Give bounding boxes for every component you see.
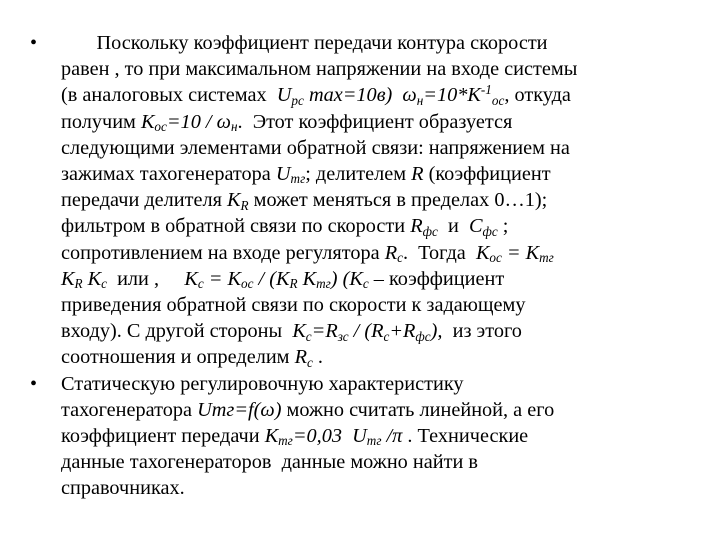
text-line: сопротивлением на входе регулятора $R_с$. Тогда $К_{ос} = К_{тг}$ [61, 241, 554, 265]
formula-text: =10*К [423, 84, 481, 107]
subscript-text: фс [415, 328, 431, 344]
subscript-text: с [197, 276, 204, 292]
subscript-text: н [416, 92, 424, 108]
text-line: данные тахогенераторов данные можно найти в [61, 451, 478, 474]
text-line: Поскольку коэффициент передачи контура скорости [61, 32, 548, 54]
subscript-text: ос [241, 276, 254, 292]
paragraph-text [61, 30, 695, 371]
text-line: коэффициент передачи $К_{тг}=0,03$ $U_{тг}$ /π . Технические [61, 425, 529, 449]
formula-text: R [410, 215, 423, 238]
formula-text: К [227, 189, 241, 212]
subscript-text: тг [290, 171, 306, 187]
text-line: следующими элементами обратной связи: напряжением на [61, 136, 570, 159]
subscript-text: н [230, 118, 238, 134]
text-line: равен , то при максимальном напряжении на входе системы [61, 58, 578, 81]
subscript-text: тг [278, 433, 293, 449]
formula-text: R [411, 163, 424, 186]
text-line: входу). С другой стороны $К_с=R_{зс} / (R_с+R_{фс})$, из этого [61, 320, 522, 344]
text-line: $К_R$ $К_с$ или , $К_с = К_{ос} / (К_R$ $К_{тг}$) ($К_с$ – коэффициент [61, 267, 505, 292]
bullet-item-tachogenerator [30, 371, 695, 502]
formula-text: = К [203, 267, 242, 290]
subscript-text: с [362, 276, 369, 292]
formula-text: К [264, 425, 279, 448]
subscript-text: R [289, 276, 298, 292]
formula-text: К [61, 267, 75, 290]
subscript-text: с [397, 249, 403, 265]
superscript-text: -1 [480, 82, 492, 98]
bullet-item-speed-loop [30, 30, 695, 371]
subscript-text: R [240, 197, 249, 213]
formula-text: К [184, 267, 198, 290]
text-line: зажимах тахогенератора $U_{тг}$; делителем R (коэффициент [61, 163, 551, 187]
formula-text: = К [501, 241, 540, 264]
paragraph-text [61, 371, 695, 502]
subscript-text: с [305, 328, 312, 344]
formula-text: К [292, 320, 306, 343]
bullet-list [30, 30, 695, 502]
formula-text: / (R [348, 320, 384, 343]
formula-text: / (К [253, 267, 290, 290]
formula-text: +R [389, 320, 416, 343]
text-line: Статическую регулировочную характеристику [61, 372, 464, 395]
formula-text: max=10в) ω [303, 84, 417, 107]
text-line: фильтром в обратной связи по скорости $R_{фс}$ и $C_{фс}$ ; [61, 215, 509, 239]
formula-text: R [384, 241, 398, 264]
formula-text: ), [430, 320, 443, 343]
formula-text: /π [381, 425, 403, 448]
formula-text: Uтг=f(ω) [197, 398, 282, 421]
formula-text: R [294, 346, 307, 369]
subscript-text: с [101, 276, 107, 292]
text-line: справочниках. [61, 477, 185, 500]
subscript-text: с [306, 354, 313, 370]
subscript-text: тг [539, 249, 554, 265]
text-line: получим $К_{ос}=10 / \omega_н$. Этот коэффициент образуется [61, 110, 513, 134]
formula-text: ) (К [330, 267, 363, 290]
formula-text: =0,03 U [292, 425, 367, 448]
formula-text: К [82, 267, 102, 290]
text-line: тахогенератора Uтг=f(ω) можно считать линейной, а его [61, 398, 555, 421]
subscript-text: фс [482, 223, 498, 239]
formula-text: К [140, 110, 155, 133]
subscript-text: с [383, 328, 390, 344]
formula-text: =R [311, 320, 338, 343]
formula-text: U [276, 84, 292, 107]
subscript-text: R [74, 276, 83, 292]
subscript-text: зс [337, 328, 349, 344]
text-line: соотношения и определим $R_с$ . [61, 346, 323, 370]
subscript-text: ос [489, 249, 502, 265]
text-line: приведения обратной связи по скорости к задающему [61, 294, 526, 317]
bullet-marker: • [30, 32, 38, 54]
subscript-text: ос [154, 118, 167, 134]
formula-text: U [275, 163, 291, 186]
bullet-marker: • [30, 372, 38, 395]
text-line: передачи делителя $К_R$ может меняться в пределах 0…1); [61, 189, 548, 213]
subscript-text: тг [366, 433, 382, 449]
subscript-text: тг [316, 276, 331, 292]
text-line: (в аналоговых системах $U_{рс}$ max=10в) $\omega_н=10*К^{-1}_{ос}$, откуда [61, 82, 571, 108]
formula-text: К [297, 267, 317, 290]
formula-text: К [475, 241, 490, 264]
subscript-text: рс [291, 92, 304, 108]
formula-text: C [468, 215, 483, 238]
subscript-text: ос [491, 92, 505, 108]
formula-text: =10 / ω [166, 110, 231, 133]
subscript-text: фс [422, 223, 438, 239]
